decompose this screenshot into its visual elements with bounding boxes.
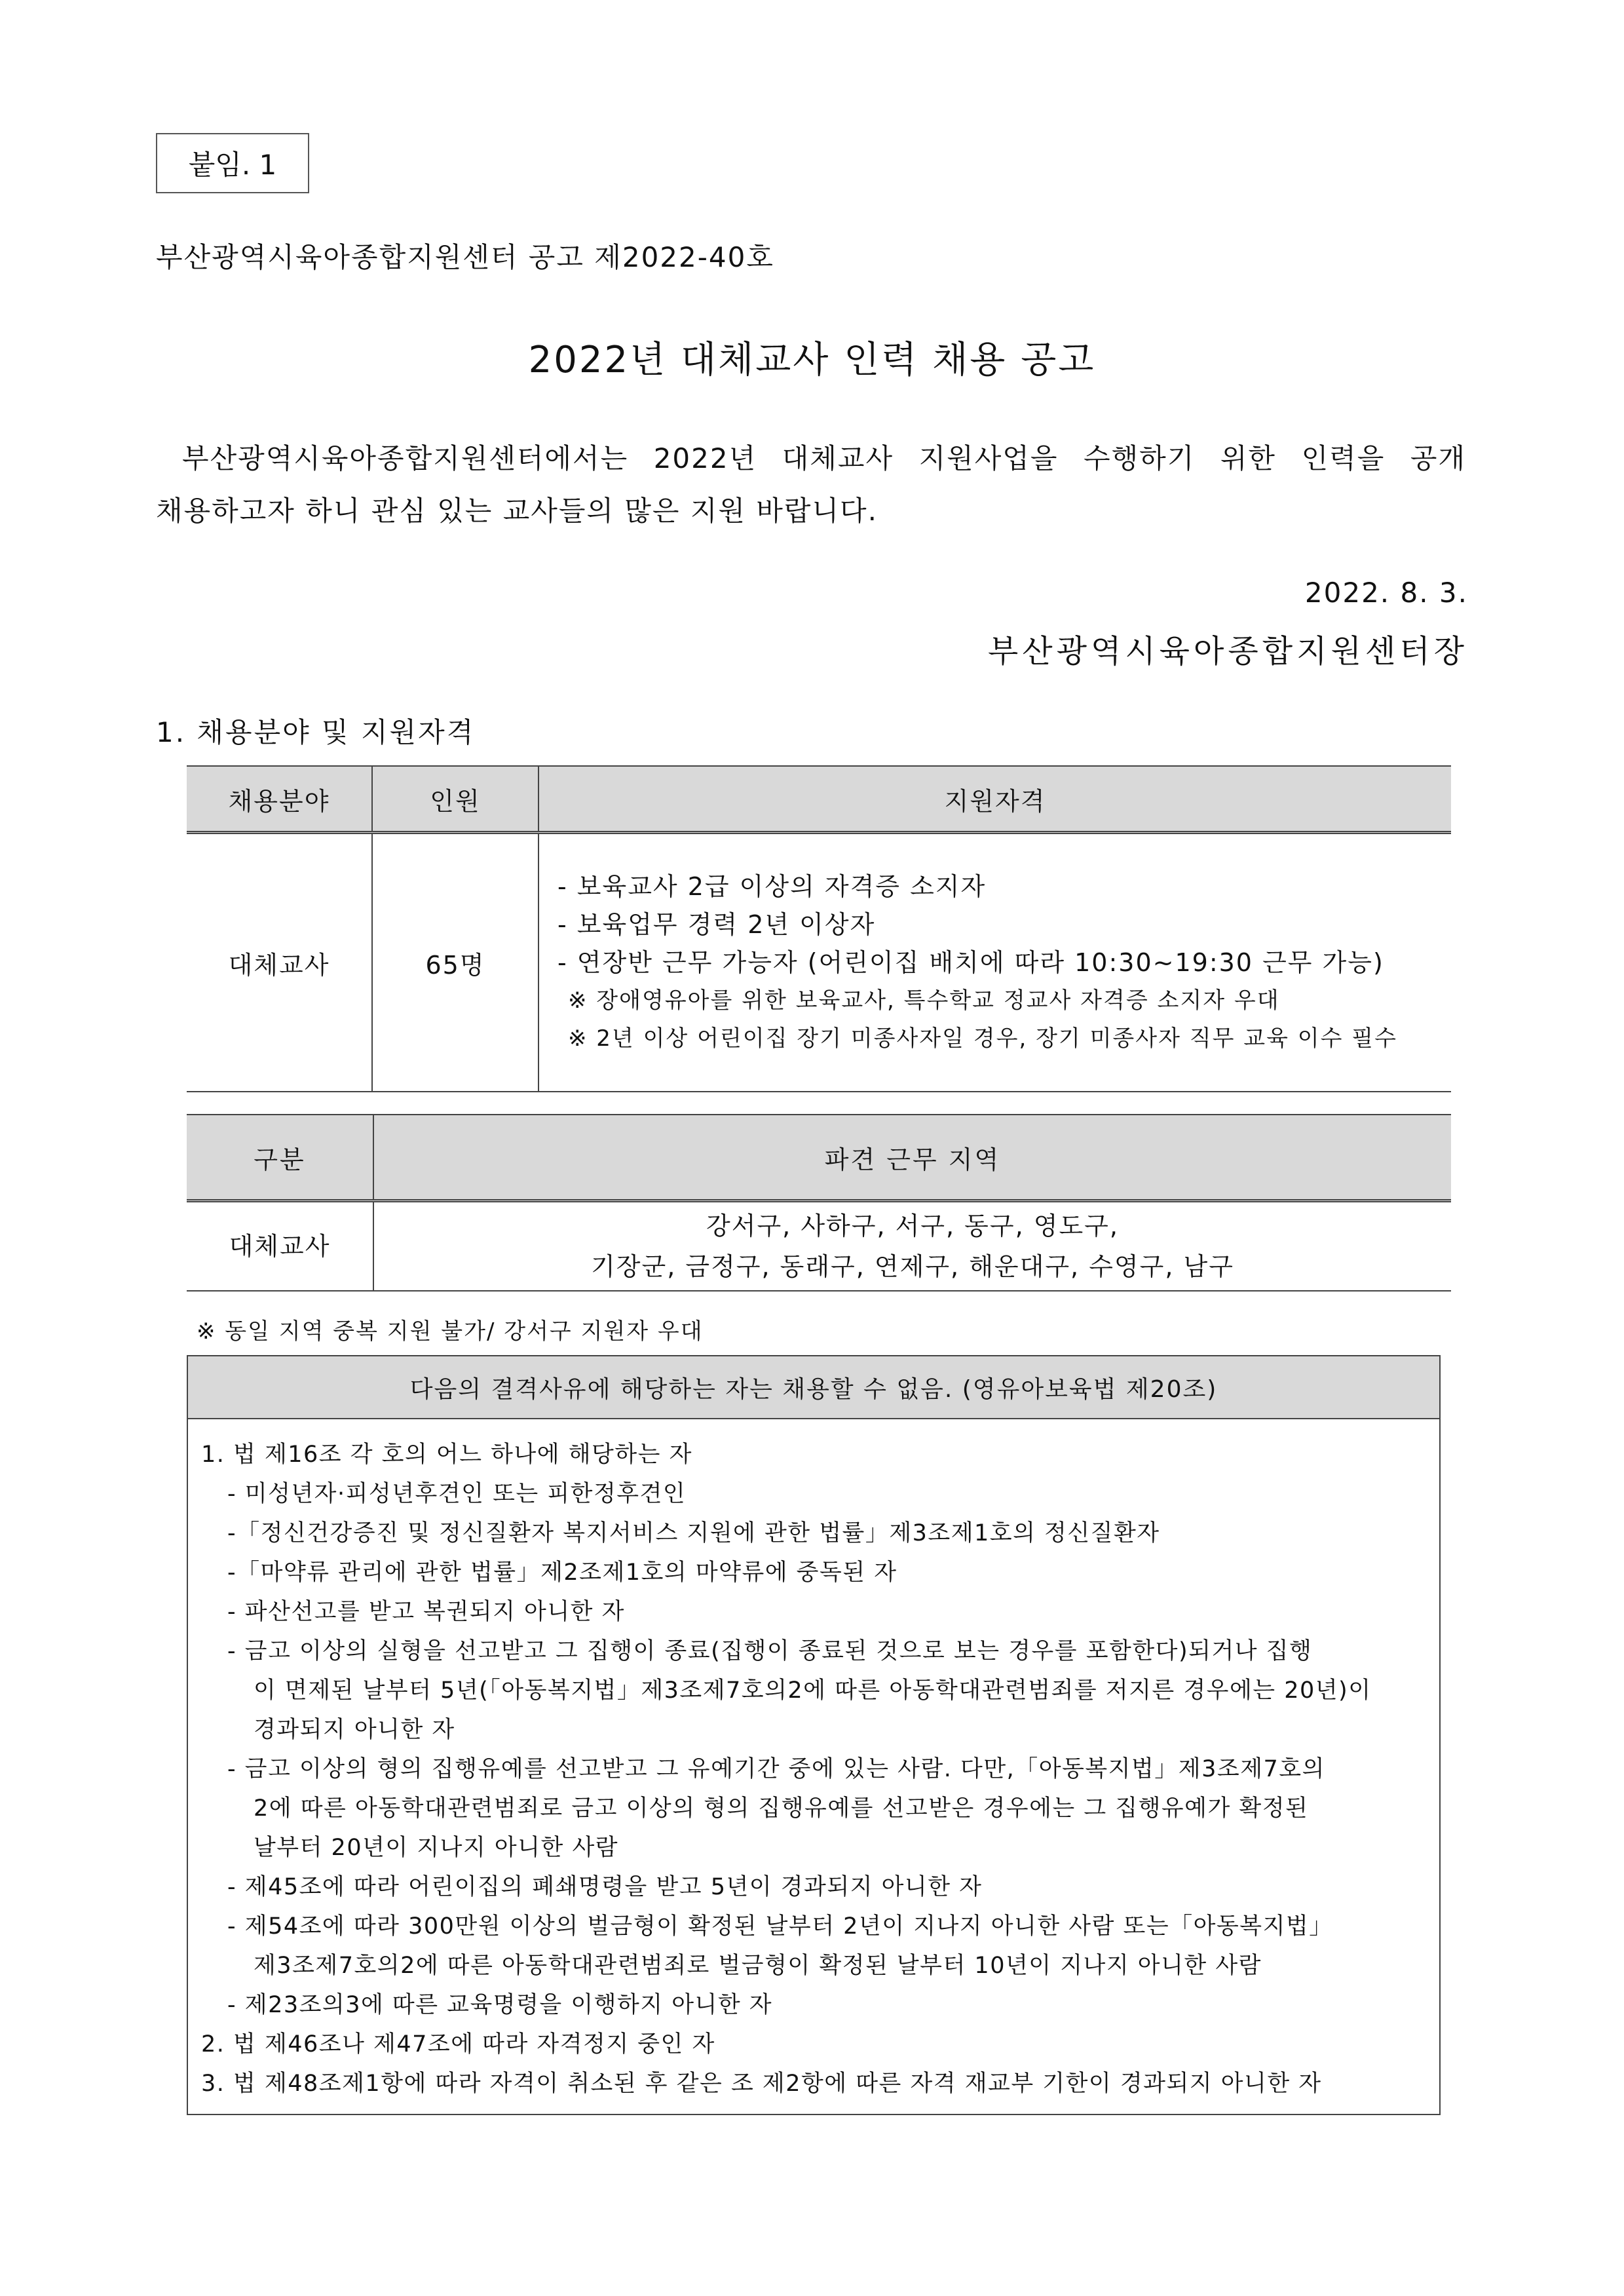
table-row — [187, 833, 1451, 1092]
disqualification-box — [187, 1355, 1441, 2115]
attachment-label — [156, 133, 309, 193]
list-item: - 제54조에 따라 300만원 이상의 벌금형이 확정된 날부터 2년이 지나지 아니한 사람 또는「아동복지법」 — [227, 1913, 1333, 1940]
qualification-item: - 보육교사 2급 이상의 자격증 소지자 — [557, 872, 987, 901]
notice-date: 2022. 8. 3. — [1304, 577, 1468, 609]
qualification-item: - 보육업무 경력 2년 이상자 — [557, 910, 876, 939]
disqualification-heading: 다음의 결격사유에 해당하는 자는 채용할 수 없음. (영유아보육법 제20조) — [188, 1356, 1439, 1419]
document-title: 2022년 대체교사 인력 채용 공고 — [528, 339, 1096, 381]
cell-qualifications — [538, 833, 1451, 1092]
header-qualification: 지원자격 — [538, 766, 1451, 833]
regions-line-1: 강서구, 사하구, 서구, 동구, 영도구, — [706, 1212, 1119, 1240]
list-item: 경과되지 아니한 자 — [254, 1717, 455, 1743]
regions-line-2: 기장군, 금정구, 동래구, 연제구, 해운대구, 수영구, 남구 — [591, 1252, 1234, 1281]
intro-line-1: 부산광역시육아종합지원센터에서는 2022년 대체교사 지원사업을 수행하기 위한 인력을 공개 — [182, 442, 1466, 474]
notice-number: 부산광역시육아종합지원센터 공고 제2022-40호 — [156, 241, 774, 273]
table-header-row — [187, 1115, 1451, 1201]
header-region: 파견 근무 지역 — [373, 1115, 1451, 1201]
list-item: - 미성년자·피성년후견인 또는 피한정후견인 — [227, 1481, 687, 1507]
list-item: - 금고 이상의 실형을 선고받고 그 집행이 종료(집행이 종료된 것으로 보는 경우를 포함한다)되거나 집행 — [227, 1638, 1313, 1664]
list-item: 1. 법 제16조 각 호의 어느 하나에 해당하는 자 — [201, 1442, 692, 1468]
list-item: 3. 법 제48조제1항에 따라 자격이 취소된 후 같은 조 제2항에 따른 자격 재교부 기한이 경과되지 아니한 자 — [201, 2071, 1322, 2097]
list-item: - 제45조에 따라 어린이집의 폐쇄명령을 받고 5년이 경과되지 아니한 자 — [227, 1874, 983, 1900]
list-item: -「마약류 관리에 관한 법률」제2조제1호의 마약류에 중독된 자 — [227, 1559, 897, 1586]
qualification-note: ※ 장애영유아를 위한 보육교사, 특수학교 정교사 자격증 소지자 우대 — [568, 987, 1280, 1014]
list-item: 제3조제7호의2에 따른 아동학대관련범죄로 벌금형이 확정된 날부터 10년이 지나지 아니한 사람 — [254, 1953, 1262, 1979]
qualification-item: - 연장반 근무 가능자 (어린이집 배치에 따라 10:30~19:30 근무 가능) — [557, 948, 1384, 977]
list-item: 2에 따른 아동학대관련범죄로 금고 이상의 형의 집행유예를 선고받은 경우에는 그 집행유예가 확정된 — [254, 1795, 1309, 1822]
header-count: 인원 — [372, 766, 538, 833]
region-table — [187, 1114, 1451, 1292]
list-item: 2. 법 제46조나 제47조에 따라 자격정지 중인 자 — [201, 2031, 715, 2057]
list-item: - 금고 이상의 형의 집행유예를 선고받고 그 유예기간 중에 있는 사람. 다만,「아동복지법」제3조제7호의 — [227, 1756, 1325, 1782]
cell-count: 65명 — [372, 833, 538, 1092]
issuer-name: 부산광역시육아종합지원센터장 — [987, 633, 1468, 670]
list-item: - 제23조의3에 따른 교육명령을 이행하지 아니한 자 — [227, 1992, 773, 2018]
intro-line-2: 채용하고자 하니 관심 있는 교사들의 많은 지원 바랍니다. — [156, 495, 878, 527]
table-row — [187, 1201, 1451, 1292]
list-item: -「정신건강증진 및 정신질환자 복지서비스 지원에 관한 법률」제3조제1호의 정신질환자 — [227, 1520, 1160, 1546]
list-item: - 파산선고를 받고 복권되지 아니한 자 — [227, 1599, 625, 1625]
cell-regions — [373, 1201, 1451, 1292]
cell-field: 대체교사 — [187, 833, 372, 1092]
disqualification-list — [188, 1419, 1439, 2114]
cell-category: 대체교사 — [187, 1201, 373, 1292]
table-header-row — [187, 766, 1451, 833]
header-field: 채용분야 — [187, 766, 372, 833]
region-remark: ※ 동일 지역 중복 지원 불가/ 강서구 지원자 우대 — [197, 1318, 704, 1345]
recruitment-table — [187, 765, 1451, 1092]
list-item: 이 면제된 날부터 5년(「아동복지법」제3조제7호의2에 따른 아동학대관련범죄를 저지른 경우에는 20년)이 — [254, 1677, 1372, 1704]
header-category: 구분 — [187, 1115, 373, 1201]
list-item: 날부터 20년이 지나지 아니한 사람 — [254, 1835, 619, 1861]
section-heading: 1. 채용분야 및 지원자격 — [156, 716, 476, 748]
intro-paragraph — [156, 432, 1466, 537]
attachment-label-text: 붙임. 1 — [188, 149, 277, 181]
qualification-note: ※ 2년 이상 어린이집 장기 미종사자일 경우, 장기 미종사자 직무 교육 이수 필수 — [568, 1025, 1397, 1052]
